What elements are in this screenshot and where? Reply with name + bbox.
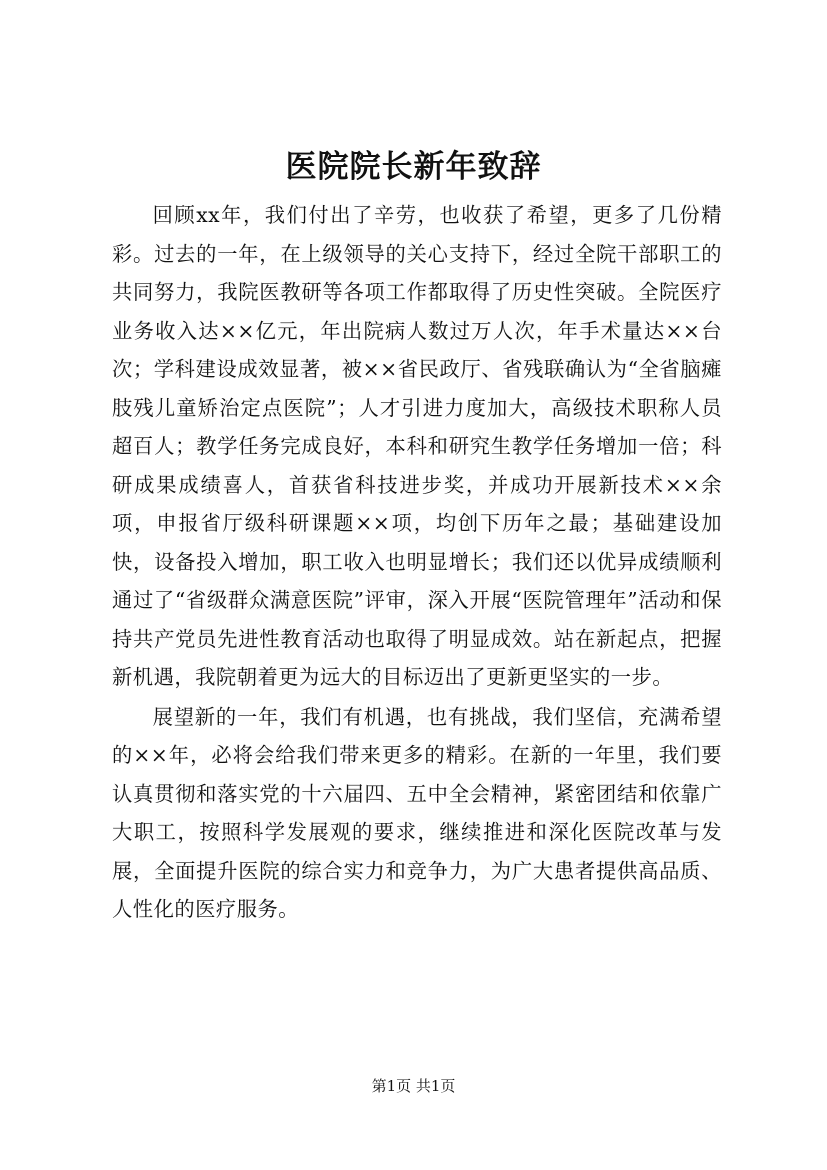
document-title: 医院院长新年致辞 [285,149,542,185]
paragraph-outlook: 展望新的一年，我们有机遇，也有挑战，我们坚信，充满希望的××年，必将会给我们带来更多的精彩。在新的一年里，我们要认真贯彻和落实党的十六届四、五中全会精神，紧密团结和依靠广大职工，按照科学发展观的要求，继续推进和深化医院改革与发展，全面提升医院的综合实力和竞争力，为广大患者提供高品质、人性化的医疗服务。 [112,704,722,921]
page-footer: 第1页 共1页 [371,1077,456,1095]
paragraph-review: 回顾xx年，我们付出了辛劳，也收获了希望，更多了几份精彩。过去的一年，在上级领导的关心支持下，经过全院干部职工的共同努力，我院医教研等各项工作都取得了历史性突破。全院医疗业务收入达××亿元，年出院病人数过万人次，年手术量达××台次；学科建设成效显著，被××省民政厅、省残联确认为“全省脑瘫肢残儿童矫治定点医院”；人才引进力度加大，高级技术职称人员超百人；教学任务完成良好，本科和研究生教学任务增加一倍；科研成果成绩喜人，首获省科技进步奖，并成功开展新技术××余项，申报省厅级科研课题××项，均创下历年之最；基础建设加快，设备投入增加，职工收入也明显增长；我们还以优异成绩顺利通过了“省级群众满意医院”评审，深入开展“医院管理年”活动和保持共产党员先进性教育活动也取得了明显成效。站在新起点，把握新机遇，我院朝着更为远大的目标迈出了更新更坚实的一步。 [112,203,722,689]
document-body [112,196,722,929]
